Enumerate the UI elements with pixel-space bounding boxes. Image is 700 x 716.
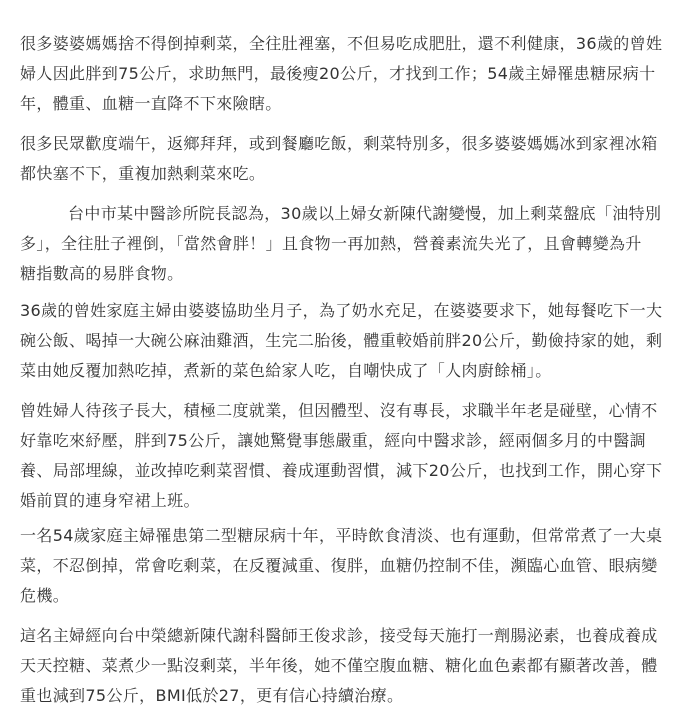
paragraph-line: 曾姓婦人待孩子長大，積極二度就業，但因體型、沒有專長，求職半年老是碰壁，心情不 [20, 401, 658, 420]
paragraph-7 [20, 621, 692, 711]
paragraph-line: 很多婆婆媽媽捨不得倒掉剩菜，全往肚裡塞，不但易吃成肥肚，還不利健康，36歲的曾姓 [20, 34, 663, 53]
paragraph-3 [20, 199, 692, 289]
paragraph-line: 台中市某中醫診所院長認為，30歲以上婦女新陳代謝變慢，加上剩菜盤底「油特別 [68, 204, 662, 223]
paragraph-line: 都快塞不下，重複加熱剩菜來吃。 [20, 164, 266, 183]
paragraph-line: 36歲的曾姓家庭主婦由婆婆協助坐月子，為了奶水充足，在婆婆要求下，她每餐吃下一大 [20, 301, 663, 320]
paragraph-line: 婦人因此胖到75公斤，求助無門，最後瘦20公斤，才找到工作；54歲主婦罹患糖尿病十 [20, 64, 656, 83]
paragraph-line: 好靠吃來紓壓，胖到75公斤，讓她驚覺事態嚴重，經向中醫求診，經兩個多月的中醫調 [20, 431, 647, 450]
paragraph-line: 菜，不忍倒掉，常會吃剩菜，在反覆減重、復胖，血糖仍控制不佳，瀕臨心血管、眼病變 [20, 556, 658, 575]
paragraph-line: 這名主婦經向台中榮總新陳代謝科醫師王俊求診，接受每天施打一劑腸泌素，也養成養成 [20, 626, 658, 645]
paragraph-5 [20, 396, 692, 516]
paragraph-line: 養、局部埋線，並改掉吃剩菜習慣、養成運動習慣，減下20公斤，也找到工作，開心穿下 [20, 461, 663, 480]
paragraph-4 [20, 296, 692, 386]
paragraph-line: 一名54歲家庭主婦罹患第二型糖尿病十年，平時飲食清淡、也有運動，但常常煮了一大桌 [20, 526, 663, 545]
paragraph-1 [20, 29, 692, 119]
paragraph-line: 危機。 [20, 586, 70, 605]
paragraph-line: 重也減到75公斤，BMI低於27，更有信心持續治療。 [20, 686, 404, 705]
paragraph-line: 年，體重、血糖一直降不下來險瞎。 [20, 94, 282, 113]
paragraph-6 [20, 521, 692, 611]
paragraph-line: 天天控糖、菜煮少一點沒剩菜，半年後，她不僅空腹血糖、糖化血色素都有顯著改善，體 [20, 656, 658, 675]
paragraph-line: 多」，全往肚子裡倒，「當然會胖！」且食物一再加熱，營養素流失光了，且會轉變為升 [20, 234, 642, 253]
paragraph-line: 很多民眾歡度端午，返鄉拜拜，或到餐廳吃飯，剩菜特別多，很多婆婆媽媽冰到家裡冰箱 [20, 134, 658, 153]
paragraph-line: 菜由她反覆加熱吃掉，煮新的菜色給家人吃，自嘲快成了「人肉廚餘桶」。 [20, 361, 552, 380]
paragraph-line: 婚前買的連身窄裙上班。 [20, 491, 200, 510]
paragraph-2 [20, 129, 692, 189]
paragraph-line: 碗公飯、喝掉一大碗公麻油雞酒，生完二胎後，體重較婚前胖20公斤，勤儉持家的她，剩 [20, 331, 663, 350]
paragraph-line: 糖指數高的易胖食物。 [20, 264, 184, 283]
